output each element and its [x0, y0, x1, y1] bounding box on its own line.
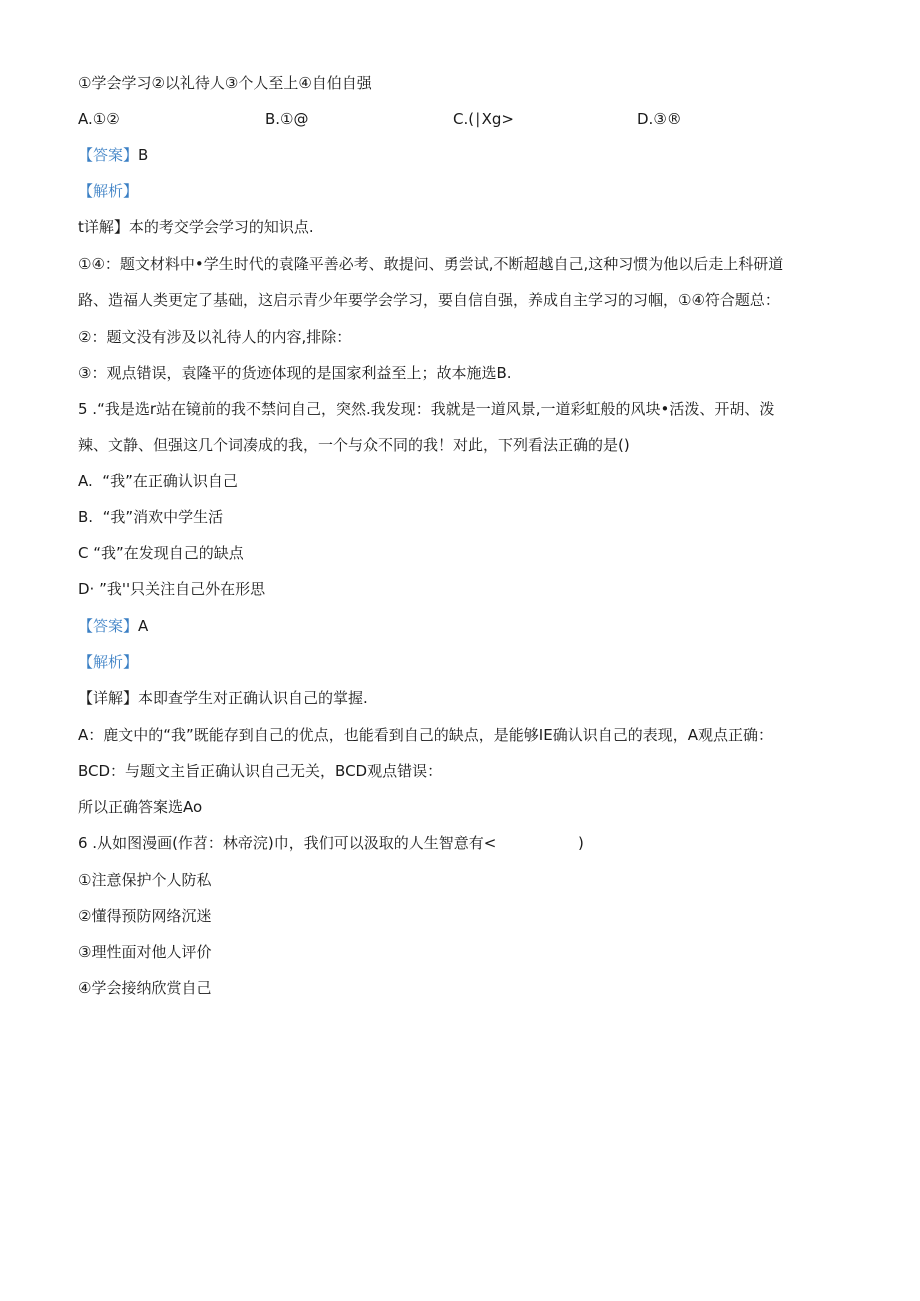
answer-tag: 【答案】 — [78, 617, 139, 635]
q6-statement-4: ④学会接纳欣赏自己 — [78, 979, 212, 997]
q5-paragraph-2: BCD：与题文主旨正确认识自己无关，BCD观点错误： — [78, 762, 443, 780]
q4-option-c: C.(∣Xg> — [453, 110, 514, 128]
q5-answer-line — [78, 616, 148, 636]
q5-option-d: D· ”我''只关注自己外在形思 — [78, 580, 266, 598]
answer-tag: 【答案】 — [78, 146, 139, 164]
q4-statements: ①学会学习②以礼待人③个人至上④自伯自强 — [78, 74, 372, 92]
q4-detail: t详解】本的考交学会学习的知识点. — [78, 218, 314, 236]
q6-statement-2: ②懂得预防网络沉迷 — [78, 907, 212, 925]
q4-option-d: D.③® — [637, 110, 682, 128]
q5-option-c: C “我”在发现自己的缺点 — [78, 544, 244, 562]
q6-statement-1: ①注意保护个人防私 — [78, 871, 212, 889]
q5-paragraph-1: A：鹿文中的“我”既能存到自己的优点，也能看到自己的缺点，是能够IE确认识自己的表现，A观点正确： — [78, 726, 773, 744]
q4-paragraph-1a: ①④：题文材料中•学生时代的袁隆平善必考、敢提问、勇尝试,不断超越自己,这种习惯为他以后走上科研道 — [78, 255, 784, 273]
q5-answer: A — [138, 617, 149, 635]
q5-stem-b: 辣、文静、但强这几个词凑成的我，一个与众不同的我！对此，下列看法正确的是() — [78, 436, 630, 454]
q5-paragraph-3: 所以正确答案选Ao — [78, 798, 203, 816]
q5-stem-a: 5 .“我是选r站在镜前的我不禁问自己，突然.我发现：我就是一道风景,一道彩虹般的风块•活泼、开胡、泼 — [78, 400, 775, 418]
q4-answer-line — [78, 145, 148, 165]
q5-analysis-tag: 【解析】 — [78, 653, 139, 671]
q4-paragraph-3: ③：观点错误，袁隆平的货迹体现的是国家利益至上；故本施选B. — [78, 364, 512, 382]
q5-option-b: B. “我”消欢中学生活 — [78, 508, 224, 526]
q4-paragraph-2: ②：题文没有涉及以礼待人的内容,排除： — [78, 328, 352, 346]
q4-answer: B — [138, 146, 149, 164]
q6-stem: 6 .从如图漫画(作苕：林帝浣)巾，我们可以汲取的人生智意有< — [78, 834, 497, 852]
q6-statement-3: ③理性面对他人评价 — [78, 943, 212, 961]
q4-analysis-tag: 【解析】 — [78, 182, 139, 200]
q5-detail: 【详解】本即查学生对正确认识自己的掌握. — [78, 689, 368, 707]
q4-option-a: A.①② — [78, 110, 120, 128]
q6-stem-close: ) — [578, 834, 584, 852]
q4-paragraph-1b: 路、造福人类更定了基础，这启示青少年要学会学习，要自信自强，养成自主学习的习帼，①④符合题总： — [78, 291, 780, 309]
q4-option-b: B.①@ — [265, 110, 309, 128]
q5-option-a: A. “我”在正确认识自己 — [78, 472, 238, 490]
